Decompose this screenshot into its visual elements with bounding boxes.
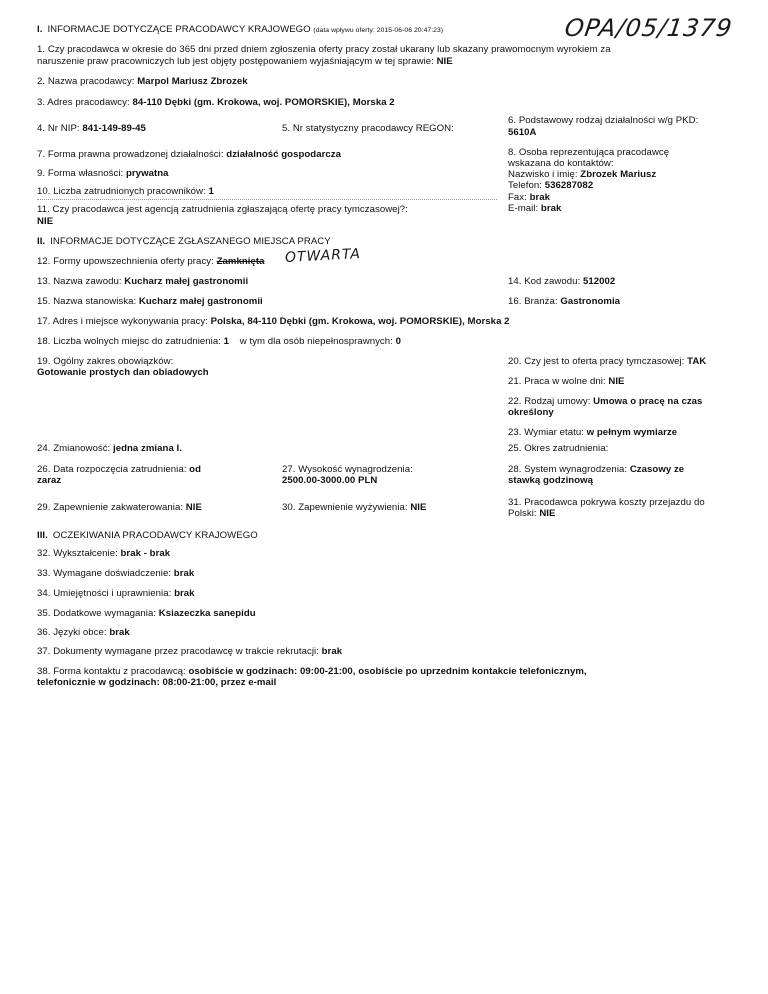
item-25 — [508, 443, 608, 454]
item-28 — [508, 464, 684, 475]
item-18-sub-label: w tym dla osób niepełnosprawnych: — [239, 336, 393, 347]
item-8-fax — [508, 192, 550, 203]
item-2-label: 2. Nazwa pracodawcy: — [37, 76, 135, 87]
item-8-fax-value: brak — [529, 192, 551, 203]
item-1-line2 — [37, 56, 453, 67]
item-10 — [37, 186, 214, 197]
item-2 — [37, 76, 248, 87]
item-28-label: 28. System wynagrodzenia: — [508, 464, 628, 475]
item-6-value: 5610A — [508, 127, 537, 138]
section-1-title: INFORMACJE DOTYCZĄCE PRACODAWCY KRAJOWEGO — [47, 24, 311, 35]
item-9-value: prywatna — [125, 168, 169, 179]
item-27-value: 2500.00-3000.00 PLN — [282, 475, 378, 486]
item-1-value: NIE — [436, 56, 453, 67]
item-26-value-line1: od — [189, 464, 201, 475]
item-8-phone — [508, 180, 593, 191]
section-3-number: III. — [37, 530, 48, 541]
item-22-value-line2: określony — [508, 407, 554, 418]
item-38-value-line2: telefonicznie w godzinach: 08:00-21:00, przez e-mail — [37, 677, 277, 688]
item-17-value: Polska, 84-110 Dębki (gm. Krokowa, woj. POMORSKIE), Morska 2 — [210, 316, 510, 327]
section-1-date-note: (data wpływu oferty: 2015-06-06 20:47:23) — [313, 27, 444, 34]
section-1-heading — [37, 24, 443, 36]
item-19-value: Gotowanie prostych dan obiadowych — [37, 367, 209, 378]
item-17-label: 17. Adres i miejsce wykonywania pracy: — [37, 316, 208, 327]
section-2-heading — [37, 236, 331, 247]
item-21 — [508, 376, 625, 387]
item-32-label: 32. Wykształcenie: — [37, 548, 118, 559]
item-8-email — [508, 203, 561, 214]
separator-dotted — [37, 199, 497, 200]
item-38 — [37, 666, 587, 677]
item-8-name — [508, 169, 656, 180]
item-37-value: brak — [321, 646, 343, 657]
item-26-label: 26. Data rozpoczęcia zatrudnienia: — [37, 464, 187, 475]
item-32-value: brak - brak — [120, 548, 171, 559]
item-20 — [508, 356, 706, 367]
item-37-label: 37. Dokumenty wymagane przez pracodawcę w trakcie rekrutacji: — [37, 646, 319, 657]
section-2-number: II. — [37, 236, 46, 247]
item-23-label: 23. Wymiar etatu: — [508, 427, 584, 438]
item-4-label: 4. Nr NIP: — [37, 123, 80, 134]
item-8-phone-value: 536287082 — [544, 180, 594, 191]
item-15-value: Kucharz małej gastronomii — [138, 296, 263, 307]
item-34-value: brak — [174, 588, 195, 599]
item-3 — [37, 97, 395, 108]
item-18-value: 1 — [223, 336, 230, 347]
section-3-title: OCZEKIWANIA PRACODAWCY KRAJOWEGO — [52, 530, 258, 541]
item-35-label: 35. Dodatkowe wymagania: — [37, 608, 157, 619]
item-8-name-label: Nazwisko i imię: — [508, 169, 578, 180]
item-15 — [37, 296, 263, 307]
item-3-value: 84-110 Dębki (gm. Krokowa, woj. POMORSKIE), Morska 2 — [132, 97, 395, 108]
item-27-label: 27. Wysokość wynagrodzenia: — [282, 464, 413, 475]
item-37 — [37, 646, 342, 657]
item-6-label: 6. Podstawowy rodzaj działalności w/g PKD: — [508, 115, 699, 126]
item-35 — [37, 608, 256, 619]
item-21-label: 21. Praca w wolne dni: — [508, 376, 606, 387]
item-4 — [37, 123, 146, 134]
item-35-value: Ksiazeczka sanepidu — [158, 608, 256, 619]
item-16 — [508, 296, 620, 307]
item-38-label: 38. Forma kontaktu z pracodawcą: — [37, 666, 186, 677]
item-14-value: 512002 — [582, 276, 616, 287]
section-3-heading — [37, 530, 258, 541]
item-12-value: Zamknięta — [216, 256, 265, 267]
item-28-value-line1: Czasowy ze — [629, 464, 685, 475]
item-14 — [508, 276, 615, 287]
item-17 — [37, 316, 510, 327]
item-29-label: 29. Zapewnienie zakwaterowania: — [37, 502, 184, 513]
item-24-label: 24. Zmianowość: — [37, 443, 111, 454]
item-2-value: Marpol Mariusz Zbrozek — [137, 76, 248, 87]
item-14-label: 14. Kod zawodu: — [508, 276, 581, 287]
item-31-value: NIE — [539, 508, 556, 519]
item-13 — [37, 276, 248, 287]
item-31-label: Polski: — [508, 508, 537, 519]
item-15-label: 15. Nazwa stanowiska: — [37, 296, 137, 307]
item-16-value: Gastronomia — [560, 296, 621, 307]
item-1-line1: 1. Czy pracodawca w okresie do 365 dni przed dniem zgłoszenia oferty pracy został ukarany lub skazany prawomocnym wyrokiem za — [37, 44, 611, 55]
item-8-name-value: Zbrozek Mariusz — [580, 169, 657, 180]
item-16-label: 16. Branża: — [508, 296, 558, 307]
item-26 — [37, 464, 201, 475]
item-18 — [37, 336, 401, 347]
item-28-value-line2: stawką godzinową — [508, 475, 594, 486]
item-13-value: Kucharz małej gastronomii — [124, 276, 249, 287]
item-36-label: 36. Języki obce: — [37, 627, 107, 638]
item-20-value: TAK — [687, 356, 707, 367]
item-12-label: 12. Formy upowszechnienia oferty pracy: — [37, 256, 214, 267]
item-29-value: NIE — [185, 502, 202, 513]
item-9 — [37, 168, 169, 179]
item-8-phone-label: Telefon: — [508, 180, 543, 191]
item-33 — [37, 568, 194, 579]
item-8-line2: wskazana do kontaktów: — [508, 158, 614, 169]
item-8-email-label: E-mail: — [508, 203, 539, 214]
item-10-label: 10. Liczba zatrudnionych pracowników: — [37, 186, 206, 197]
item-34-label: 34. Umiejętności i uprawnienia: — [37, 588, 172, 599]
item-18-sub-value: 0 — [395, 336, 401, 347]
item-12-handwritten-value: OTWARTA — [284, 246, 362, 266]
item-23-value: w pełnym wymiarze — [586, 427, 678, 438]
section-2-title: INFORMACJE DOTYCZĄCE ZGŁASZANEGO MIEJSCA PRACY — [50, 236, 331, 247]
item-11-label: 11. Czy pracodawca jest agencją zatrudnienia zgłaszającą ofertę pracy tymczasowej?: — [37, 204, 408, 215]
item-22-value-line1: Umowa o pracę na czas — [593, 396, 703, 407]
item-29 — [37, 502, 202, 513]
item-8-email-value: brak — [540, 203, 562, 214]
item-31-line1: 31. Pracodawca pokrywa koszty przejazdu do — [508, 497, 705, 508]
section-1-number: I. — [37, 24, 43, 35]
item-12 — [37, 256, 264, 267]
item-30-value: NIE — [410, 502, 427, 513]
item-22 — [508, 396, 702, 407]
item-20-label: 20. Czy jest to oferta pracy tymczasowej: — [508, 356, 685, 367]
item-18-label: 18. Liczba wolnych miejsc do zatrudnienia: — [37, 336, 221, 347]
item-33-value: brak — [173, 568, 195, 579]
item-8-line1: 8. Osoba reprezentująca pracodawcę — [508, 147, 670, 158]
item-5-label: 5. Nr statystyczny pracodawcy REGON: — [282, 123, 454, 134]
item-21-value: NIE — [608, 376, 625, 387]
item-36 — [37, 627, 130, 638]
item-7-label: 7. Forma prawna prowadzonej działalności: — [37, 149, 224, 160]
item-30 — [282, 502, 426, 513]
item-4-value: 841-149-89-45 — [82, 123, 146, 134]
item-9-label: 9. Forma własności: — [37, 168, 124, 179]
item-10-value: 1 — [208, 186, 214, 197]
item-1-label: naruszenie praw pracowniczych lub jest objęty postępowaniem wyjaśniającym w tej sprawie: — [37, 56, 434, 67]
item-24-value: jedna zmiana I. — [112, 443, 182, 454]
item-36-value: brak — [109, 627, 130, 638]
item-8-fax-label: Fax: — [508, 192, 527, 203]
item-38-value-line1: osobiście w godzinach: 09:00-21:00, osobiście po uprzednim kontakcie telefonicznym, — [188, 666, 587, 677]
item-25-label: 25. Okres zatrudnienia: — [508, 443, 609, 454]
item-24 — [37, 443, 182, 454]
item-3-label: 3. Adres pracodawcy: — [37, 97, 130, 108]
item-7-value: działalność gospodarcza — [226, 149, 341, 160]
item-23 — [508, 427, 677, 438]
item-31-line2 — [508, 508, 555, 519]
item-7 — [37, 149, 341, 160]
item-13-label: 13. Nazwa zawodu: — [37, 276, 122, 287]
item-33-label: 33. Wymagane doświadczenie: — [37, 568, 172, 579]
item-22-label: 22. Rodzaj umowy: — [508, 396, 591, 407]
item-19-label: 19. Ogólny zakres obowiązków: — [37, 356, 174, 367]
item-34 — [37, 588, 195, 599]
item-30-label: 30. Zapewnienie wyżywienia: — [282, 502, 408, 513]
item-11-value: NIE — [37, 216, 54, 227]
item-5 — [282, 123, 454, 134]
item-32 — [37, 548, 170, 559]
item-26-value-line2: zaraz — [37, 475, 62, 486]
handwritten-reference-number: OPA/05/1379 — [563, 14, 735, 42]
